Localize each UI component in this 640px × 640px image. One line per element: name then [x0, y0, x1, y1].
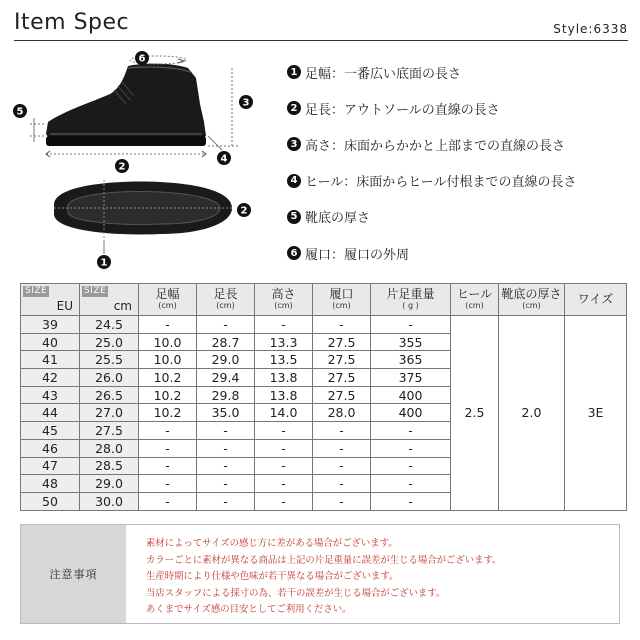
- table-cell: 400: [371, 404, 451, 422]
- legend-item: [287, 90, 632, 126]
- size-cm-cell: 30.0: [80, 492, 139, 510]
- table-cell: 27.5: [313, 333, 371, 351]
- table-cell: -: [313, 475, 371, 493]
- table-cell: -: [371, 475, 451, 493]
- page-title: Item Spec: [14, 10, 130, 35]
- column-header: ヒール (cm): [451, 284, 499, 316]
- size-cm-cell: 26.0: [80, 369, 139, 387]
- svg-text:6: 6: [138, 53, 146, 65]
- table-cell: -: [371, 457, 451, 475]
- table-cell: -: [371, 316, 451, 334]
- table-cell: 29.4: [197, 369, 255, 387]
- number-badge-icon: 4: [287, 174, 301, 188]
- size-eu-cell: 42: [21, 369, 80, 387]
- table-header-row: [21, 284, 627, 316]
- table-cell: -: [197, 316, 255, 334]
- notes-label: 注意事項: [21, 525, 126, 623]
- table-cell: 28.0: [313, 404, 371, 422]
- note-line: あくまでサイズ感の目安としてご利用ください。: [146, 604, 352, 615]
- svg-text:3: 3: [242, 97, 250, 109]
- size-cm-cell: 26.5: [80, 386, 139, 404]
- table-cell: -: [313, 439, 371, 457]
- table-cell: -: [197, 457, 255, 475]
- table-cell: 13.8: [255, 369, 313, 387]
- note-line: 当店スタッフによる採寸の為、若干の誤差が生じる場合がございます。: [146, 587, 446, 599]
- size-cm-cell: 25.5: [80, 351, 139, 369]
- size-eu-cell: 47: [21, 457, 80, 475]
- table-cell: -: [255, 439, 313, 457]
- column-header: 履口 (cm): [313, 284, 371, 316]
- table-cell: 10.2: [139, 369, 197, 387]
- svg-text:4: 4: [220, 153, 228, 165]
- table-cell: -: [139, 475, 197, 493]
- table-cell: 27.5: [313, 386, 371, 404]
- table-cell: -: [197, 439, 255, 457]
- table-cell: 10.2: [139, 404, 197, 422]
- table-cell: 10.0: [139, 351, 197, 369]
- legend-item: [287, 235, 632, 271]
- size-eu-cell: 43: [21, 386, 80, 404]
- table-cell: -: [371, 492, 451, 510]
- note-line: 素材によってサイズの感じ方に差がある場合がございます。: [146, 538, 398, 549]
- size-spec-table: [20, 283, 627, 511]
- style-code: Style:6338: [553, 22, 628, 36]
- table-cell: 355: [371, 333, 451, 351]
- column-header: 高さ (cm): [255, 284, 313, 316]
- table-cell: -: [139, 457, 197, 475]
- legend-text: 足長：アウトソールの直線の長さ: [305, 102, 500, 118]
- column-header: 靴底の厚さ (cm): [499, 284, 565, 316]
- table-cell: 365: [371, 351, 451, 369]
- table-cell: 13.5: [255, 351, 313, 369]
- notes-body: [126, 525, 619, 623]
- size-eu-cell: 45: [21, 422, 80, 440]
- table-cell: 10.0: [139, 333, 197, 351]
- size-cm-cell: 24.5: [80, 316, 139, 334]
- width-cell: 3E: [565, 316, 627, 511]
- table-cell: 10.2: [139, 386, 197, 404]
- table-cell: -: [371, 422, 451, 440]
- legend-text: 高さ：床面からかかと上部までの直線の長さ: [305, 138, 566, 154]
- table-cell: -: [255, 422, 313, 440]
- size-cm-cell: 27.5: [80, 422, 139, 440]
- size-cm-cell: 27.0: [80, 404, 139, 422]
- svg-text:2: 2: [118, 161, 126, 173]
- number-badge-icon: 5: [287, 210, 301, 224]
- table-row: [21, 316, 627, 334]
- legend-item: [287, 126, 632, 162]
- number-badge-icon: 2: [287, 101, 301, 115]
- note-line: カラーごとに素材が異なる商品は上記の片足重量に誤差が生じる場合がございます。: [146, 554, 502, 566]
- table-cell: 375: [371, 369, 451, 387]
- size-eu-cell: 39: [21, 316, 80, 334]
- svg-text:5: 5: [16, 106, 24, 118]
- column-header: 足幅 (cm): [139, 284, 197, 316]
- size-eu-cell: 48: [21, 475, 80, 493]
- shoe-diagram: [10, 44, 270, 272]
- number-badge-icon: 1: [287, 65, 301, 79]
- measurement-legend: [287, 54, 632, 271]
- legend-item: [287, 163, 632, 199]
- note-line: 生産時期により仕様や色味が若干異なる場合がございます。: [146, 571, 399, 582]
- table-cell: 35.0: [197, 404, 255, 422]
- table-cell: 13.8: [255, 386, 313, 404]
- size-cm-cell: 28.5: [80, 457, 139, 475]
- table-cell: -: [139, 439, 197, 457]
- size-eu-cell: 46: [21, 439, 80, 457]
- size-eu-cell: 41: [21, 351, 80, 369]
- boot-side-view-icon: [46, 64, 206, 146]
- svg-text:1: 1: [100, 257, 108, 269]
- table-cell: -: [197, 475, 255, 493]
- size-eu-header: SIZE EU: [21, 284, 80, 316]
- legend-text: 靴底の厚さ: [305, 211, 371, 227]
- size-cm-cell: 25.0: [80, 333, 139, 351]
- size-eu-cell: 40: [21, 333, 80, 351]
- heel-cell: 2.5: [451, 316, 499, 511]
- table-cell: -: [139, 492, 197, 510]
- table-cell: -: [139, 422, 197, 440]
- svg-text:2: 2: [240, 205, 248, 217]
- sole-thickness-cell: 2.0: [499, 316, 565, 511]
- table-cell: -: [313, 492, 371, 510]
- column-header: 足長 (cm): [197, 284, 255, 316]
- size-cm-header: SIZE cm: [80, 284, 139, 316]
- table-cell: -: [313, 422, 371, 440]
- size-eu-cell: 44: [21, 404, 80, 422]
- table-body: [21, 316, 627, 511]
- column-header: 片足重量 ( g ): [371, 284, 451, 316]
- table-cell: -: [371, 439, 451, 457]
- legend-item: [287, 199, 632, 235]
- table-cell: 14.0: [255, 404, 313, 422]
- size-cm-cell: 29.0: [80, 475, 139, 493]
- table-cell: -: [313, 316, 371, 334]
- table-cell: -: [197, 422, 255, 440]
- size-eu-cell: 50: [21, 492, 80, 510]
- table-cell: 27.5: [313, 351, 371, 369]
- table-cell: -: [255, 492, 313, 510]
- table-cell: 29.8: [197, 386, 255, 404]
- table-cell: -: [139, 316, 197, 334]
- table-cell: -: [255, 475, 313, 493]
- table-cell: -: [255, 457, 313, 475]
- table-cell: -: [255, 316, 313, 334]
- legend-text: ヒール：床面からヒール付根までの直線の長さ: [305, 175, 577, 191]
- title-divider: [14, 40, 628, 41]
- legend-item: [287, 54, 632, 90]
- table-cell: 27.5: [313, 369, 371, 387]
- number-badge-icon: 3: [287, 137, 301, 151]
- legend-text: 足幅：一番広い底面の長さ: [305, 66, 462, 82]
- column-header: ワイズ: [565, 284, 627, 316]
- notes-box: [20, 524, 620, 624]
- table-cell: 29.0: [197, 351, 255, 369]
- table-cell: 13.3: [255, 333, 313, 351]
- table-cell: -: [313, 457, 371, 475]
- table-cell: 28.7: [197, 333, 255, 351]
- table-cell: 400: [371, 386, 451, 404]
- size-cm-cell: 28.0: [80, 439, 139, 457]
- legend-text: 履口：履口の外周: [305, 247, 410, 263]
- number-badge-icon: 6: [287, 246, 301, 260]
- table-cell: -: [197, 492, 255, 510]
